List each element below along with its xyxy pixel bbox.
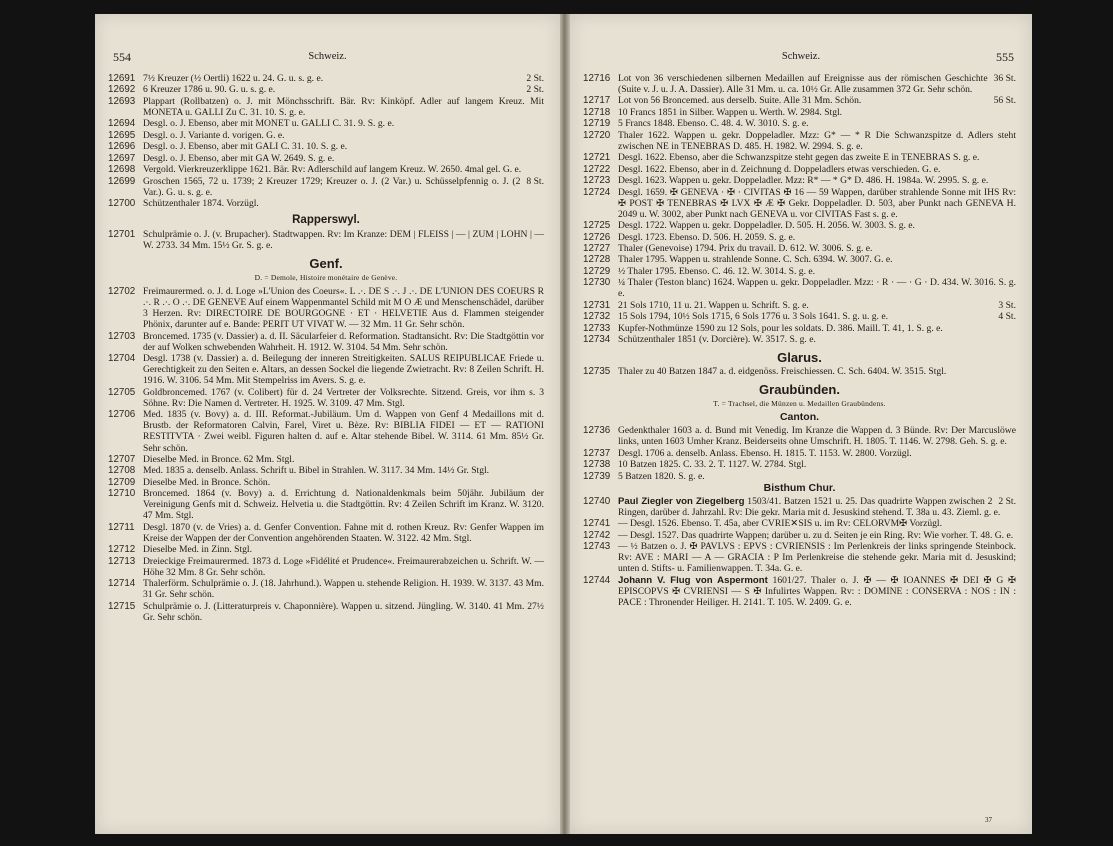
catalog-entry bbox=[108, 544, 544, 555]
lot-number: 12700 bbox=[108, 198, 136, 210]
entry-text bbox=[618, 541, 1016, 574]
lot-number: 12698 bbox=[108, 164, 136, 176]
lot-number: 12729 bbox=[583, 265, 611, 277]
entry-text bbox=[143, 454, 544, 465]
entry-text bbox=[143, 409, 544, 453]
entry-description: Thaler 1795. Wappen u. strahlende Sonne. C. Sch. 6394. W. 3007. G. e. bbox=[618, 254, 893, 266]
entry-text bbox=[143, 84, 544, 95]
entry-text bbox=[618, 95, 1016, 106]
entry-description: Desgl. 1723. Ebenso. D. 506. H. 2059. S. g. e. bbox=[618, 231, 796, 243]
entry-text bbox=[618, 73, 1016, 95]
entry-description: Lot von 56 Broncemed. aus derselb. Suite. Alle 31 Mm. Schön. bbox=[618, 95, 862, 107]
lot-number: 12716 bbox=[583, 73, 611, 84]
entry-description: Desgl. 1659. ✠ GENEVA · ✠ · CIVITAS ✠ 16 — 59 Wappen, darüber strahlende Sonne mit IHS Rv: ✠ POST ✠ TENEBRAS ✠ LVX ✠ Æ ✠ Gekr. Doppeladler. D. 503, aber Punkt nach GENEVA H. 2049 u. W. 3002, aber Punkt nach GENEVA u. vor CIVITAS Fast s. g. e. bbox=[618, 186, 1016, 220]
lot-number: 12727 bbox=[583, 243, 611, 254]
entry-description: 1601/27. Thaler o. J. ✠ — ✠ IOANNES ✠ DEI ✠ G ✠ EPISCOPVS ✠ CVRIENSI — S ✠ Infulirtes Wappen. Rv: : DOMINE : CONSERVA : NOS : IN : PACE : Thronender Heiliger. H. 2141. T. 105. W. 2409. G. e. bbox=[618, 574, 1017, 608]
entry-description: 7½ Kreuzer (½ Oertli) 1622 u. 24. G. u. s. g. e. bbox=[143, 73, 324, 84]
entry-text bbox=[143, 164, 544, 175]
catalog-entry bbox=[108, 409, 544, 453]
entry-quantity: 2 St. bbox=[526, 73, 544, 84]
catalog-entry bbox=[108, 84, 544, 95]
left-page-number: 554 bbox=[113, 50, 131, 64]
book-gutter bbox=[560, 14, 570, 834]
entry-text bbox=[618, 300, 1016, 311]
entry-text bbox=[143, 331, 544, 353]
catalog-entry bbox=[583, 164, 1016, 175]
entry-text bbox=[143, 353, 544, 386]
entry-text bbox=[618, 175, 1016, 186]
lot-number: 12701 bbox=[108, 229, 136, 241]
catalog-entry bbox=[583, 425, 1016, 447]
entry-text bbox=[618, 232, 1016, 243]
ruler-name: Paul Ziegler von Ziegelberg bbox=[618, 495, 745, 507]
entry-description: Kupfer-Nothmünze 1590 zu 12 Sols, pour les soldats. D. 386. Maill. T. 41, 1. S. g. e. bbox=[618, 322, 943, 334]
entry-text bbox=[618, 266, 1016, 277]
lot-number: 12711 bbox=[108, 521, 135, 533]
lot-number: 12740 bbox=[583, 495, 611, 507]
entry-text bbox=[143, 96, 544, 118]
catalog-entry bbox=[108, 153, 544, 164]
left-header bbox=[113, 50, 542, 68]
lot-number: 12734 bbox=[583, 334, 611, 346]
lot-number: 12702 bbox=[108, 286, 136, 298]
entry-text bbox=[143, 130, 544, 141]
entry-text bbox=[618, 530, 1016, 541]
section-heading: Genf. bbox=[309, 256, 343, 272]
lot-number: 12697 bbox=[108, 152, 136, 164]
lot-number: 12732 bbox=[583, 311, 611, 323]
entry-text bbox=[618, 187, 1016, 220]
lot-number: 12705 bbox=[108, 386, 136, 398]
lot-number: 12723 bbox=[583, 175, 611, 187]
entry-description: Schützenthaler 1851 (v. Dorcière). W. 3517. S. g. e. bbox=[618, 334, 816, 346]
lot-number: 12739 bbox=[583, 470, 611, 482]
entry-text bbox=[143, 522, 544, 544]
catalog-entry bbox=[108, 488, 544, 521]
catalog-entry bbox=[583, 366, 1016, 377]
entry-text bbox=[618, 425, 1016, 447]
entry-text bbox=[618, 459, 1016, 470]
entry-quantity: 4 St. bbox=[998, 311, 1016, 323]
entry-description: Desgl. 1706 a. denselb. Anlass. Ebenso. H. 1815. T. 1153. W. 2800. Vorzügl. bbox=[618, 447, 912, 459]
catalog-entry bbox=[583, 334, 1016, 345]
catalog-entry bbox=[108, 578, 544, 600]
lot-number: 12721 bbox=[583, 152, 611, 164]
entry-text bbox=[618, 243, 1016, 254]
entry-text bbox=[618, 152, 1016, 163]
lot-number: 12720 bbox=[583, 129, 611, 141]
entry-description: Lot von 36 verschiedenen silbernen Medaillen auf Ereignisse aus der römischen Geschichte (Suite v. J. u. J. A. Dassier). Alle 31 Mm. u. ca. 10½ Gr. Alle zusammen 372 Gr. Sehr schön. bbox=[618, 73, 988, 96]
entry-description: Dieselbe Med. in Bronce. Schön. bbox=[143, 476, 271, 488]
entry-description: Med. 1835 (v. Bovy) a. d. III. Reformat.-Jubiläum. Um d. Wappen von Genf 4 Medaillons mit d. Brustb. der Reformatoren Calvin, Farel, Viret u. Bèze. Rv: BIBLIA FIDEI — ET — RATIONI RESTITVTA · Zwei weibl. Figuren halten d. auf e. Altar stehende Bibel. W. 3114. 61 Mm. 85½ Gr. Sehr schön. bbox=[143, 409, 544, 454]
lot-number: 12728 bbox=[583, 254, 611, 266]
entry-text bbox=[143, 229, 544, 251]
lot-number: 12743 bbox=[583, 541, 611, 553]
catalog-entry bbox=[583, 266, 1016, 277]
entry-quantity: 2 St. bbox=[998, 495, 1016, 507]
entry-description: Goldbroncemed. 1767 (v. Colibert) für d. 24 Vertreter der Volksrechte. Sitzend. Greis, vor ihm s. 3 Söhne. Rv: Die Namen d. Vertreter. H. 1925. W. 3109. 47 Mm. Stgl. bbox=[143, 386, 544, 409]
lot-number: 12715 bbox=[108, 600, 136, 612]
entry-description: Desgl. 1722. Wappen u. gekr. Doppeladler. D. 505. H. 2056. W. 3003. S. g. e. bbox=[618, 220, 915, 232]
entry-quantity: 8 St. bbox=[526, 175, 544, 187]
catalog-entry bbox=[583, 130, 1016, 152]
catalog-entry bbox=[583, 459, 1016, 470]
catalog-entry bbox=[583, 152, 1016, 163]
lot-number: 12738 bbox=[583, 459, 611, 471]
entry-description: Desgl. o. J. Variante d. vorigen. G. e. bbox=[143, 129, 285, 141]
entry-description: Desgl. 1622. Ebenso, aber in d. Zeichnung d. Doppeladlers etwas verschieden. G. e. bbox=[618, 163, 941, 175]
entry-description: Desgl. 1622. Ebenso, aber die Schwanzspitze steht gegen das zweite E in TENEBRAS S. g. e. bbox=[618, 152, 980, 164]
lot-number: 12706 bbox=[108, 409, 136, 421]
catalog-entry bbox=[108, 164, 544, 175]
catalog-entry bbox=[108, 141, 544, 152]
catalog-entry bbox=[583, 232, 1016, 243]
lot-number: 12744 bbox=[583, 574, 611, 586]
entry-text bbox=[143, 578, 544, 600]
lot-number: 12735 bbox=[583, 366, 611, 378]
lot-number: 12736 bbox=[583, 425, 611, 437]
entry-description: — ½ Batzen o. J. ✠ PAVLVS : EPVS : CVRIENSIS : Im Perlenkreis der links springende Steinbock. Rv: AVE : MARI — A — GRACIA : P Im Perlenkreise die stehende gekr. Maria mit d. Jesuskind; unten d. Stifts- u. Familienwappen. T. 34a. G. e. bbox=[618, 541, 1016, 575]
catalog-entry bbox=[583, 187, 1016, 220]
entry-description: Med. 1835 a. denselb. Anlass. Schrift u. Bibel in Strahlen. W. 3117. 34 Mm. 14½ Gr. Stgl. bbox=[143, 465, 490, 477]
entry-text bbox=[143, 477, 544, 488]
entry-quantity: 3 St. bbox=[998, 299, 1016, 311]
entry-text bbox=[143, 176, 544, 198]
lot-number: 12696 bbox=[108, 141, 136, 153]
entry-text bbox=[143, 141, 544, 152]
entry-description: Plappart (Rollbatzen) o. J. mit Mönchsschrift. Bär. Rv: Kinköpf. Adler auf langem Kreuz. Mit MONETA u. GALLI Zu C. 31. 10. S. g. e. bbox=[143, 95, 544, 118]
catalog-entry bbox=[108, 387, 544, 409]
catalog-entry bbox=[583, 300, 1016, 311]
entry-description: 6 Kreuzer 1786 u. 90. G. u. s. g. e. bbox=[143, 84, 276, 96]
entry-quantity: 56 St. bbox=[993, 95, 1016, 107]
catalog-entry bbox=[108, 454, 544, 465]
entry-description: 10 Batzen 1825. C. 33. 2. T. 1127. W. 2784. Stgl. bbox=[618, 459, 807, 471]
entry-description: 15 Sols 1794, 10½ Sols 1715, 6 Sols 1776 u. 3 Sols 1641. S. g. u. g. e. bbox=[618, 311, 888, 323]
entry-text bbox=[143, 73, 544, 84]
entry-description: Groschen 1565, 72 u. 1739; 2 Kreuzer 1729; Kreuzer o. J. (2 Var.) u. Schüsselpfennig o. J. (2 Var.). G. u. s. g. e. bbox=[143, 175, 521, 198]
entry-text bbox=[618, 311, 1016, 322]
subsection-heading: Bisthum Chur. bbox=[763, 481, 836, 494]
lot-number: 12710 bbox=[108, 488, 136, 500]
catalog-entry bbox=[583, 277, 1016, 299]
catalog-entry bbox=[583, 118, 1016, 129]
lot-number: 12699 bbox=[108, 175, 136, 187]
entry-description: Thalerförm. Schulprämie o. J. (18. Jahrhund.). Wappen u. stehende Religion. H. 1939. W. 3137. 43 Mm. 31 Gr. Sehr schön. bbox=[143, 578, 544, 601]
entry-text bbox=[618, 107, 1016, 118]
catalog-entry bbox=[583, 448, 1016, 459]
catalog-entry bbox=[108, 229, 544, 251]
entry-description: Thaler zu 40 Batzen 1847 a. d. eidgenöss. Freischiessen. C. Sch. 6404. W. 3515. Stgl. bbox=[618, 366, 947, 378]
catalog-entry bbox=[583, 518, 1016, 529]
entry-description: Broncemed. 1864 (v. Bovy) a. d. Errichtung d. Nationaldenkmals beim 50jähr. Jubiläum der Vereinigung Genfs mit d. Schweiz. Helvetia u. die Stadtgöttin. Rv: 4 Zeilen Schrift im Kranz. W. 3120. 47 Mm. Stgl. bbox=[143, 488, 544, 522]
catalog-entry bbox=[583, 323, 1016, 334]
lot-number: 12704 bbox=[108, 353, 136, 365]
entry-description: 1503/41. Batzen 1521 u. 25. Das quadrirte Wappen zwischen 2 Ringen, darüber d. Jahrzahl. Rv: Die gekr. Maria mit d. Jesuskind stehend. T. 38a u. 43. Zieml. g. e. bbox=[618, 495, 1001, 518]
catalog-entry bbox=[108, 601, 544, 623]
entry-text bbox=[618, 518, 1016, 529]
entry-description: Dieselbe Med. in Bronce. 62 Mm. Stgl. bbox=[143, 453, 295, 465]
section-note: T. = Trachsel, die Münzen u. Medaillen Graubündens. bbox=[713, 399, 886, 409]
lot-number: 12725 bbox=[583, 220, 611, 232]
lot-number: 12719 bbox=[583, 118, 611, 130]
lot-number: 12713 bbox=[108, 555, 136, 567]
lot-number: 12742 bbox=[583, 529, 611, 541]
entry-quantity: 36 St. bbox=[993, 73, 1016, 84]
lot-number: 12703 bbox=[108, 330, 136, 342]
catalog-entry bbox=[583, 254, 1016, 265]
catalog-entry bbox=[583, 471, 1016, 482]
entry-text bbox=[618, 164, 1016, 175]
lot-number: 12730 bbox=[583, 277, 611, 289]
entry-text bbox=[143, 465, 544, 476]
lot-number: 12724 bbox=[583, 186, 611, 198]
right-page bbox=[570, 14, 1032, 834]
ruler-name: Johann V. Flug von Aspermont bbox=[618, 574, 768, 586]
entry-text bbox=[143, 118, 544, 129]
lot-number: 12726 bbox=[583, 231, 611, 243]
catalog-entry bbox=[108, 556, 544, 578]
entry-description: Freimaurermed. o. J. d. Loge »L'Union des Coeurs«. L .·. DE S .·. J .·. DE L'UNION DES COEURS R .·. R .·. O .·. DE GENEVE Auf einem Wappenmantel Schild mit M O Æ und Menschenschädel, darüber 3 Herzen. Rv: DIRECTOIRE DE BOURGOGNE · ET · HELVETIE Aus d. Flammen steigender Phönix, darunter auf e. Bande: PERIT UT VIVAT W. — 32 Mm. 11 Gr. Sehr schön. bbox=[143, 286, 544, 331]
catalog-entry bbox=[108, 331, 544, 353]
catalog-entry bbox=[108, 465, 544, 476]
catalog-entry bbox=[583, 243, 1016, 254]
entry-description: ½ Thaler 1795. Ebenso. C. 46. 12. W. 3014. S. g. e. bbox=[618, 265, 816, 277]
section-heading: Graubünden. bbox=[759, 382, 840, 398]
section-heading: Glarus. bbox=[777, 350, 822, 366]
catalog-entry bbox=[108, 73, 544, 84]
lot-number: 12717 bbox=[583, 95, 611, 107]
right-body bbox=[583, 73, 1016, 816]
right-page-number: 555 bbox=[996, 50, 1014, 64]
section-heading: Rapperswyl. bbox=[292, 214, 360, 227]
entry-text bbox=[618, 118, 1016, 129]
entry-text bbox=[618, 334, 1016, 345]
lot-number: 12731 bbox=[583, 299, 611, 311]
lot-number: 12691 bbox=[108, 73, 136, 84]
entry-description: — Desgl. 1526. Ebenso. T. 45a, aber CVRIE✕SIS u. im Rv: CELORVM✠ Vorzügl. bbox=[618, 518, 942, 530]
entry-description: 10 Francs 1851 in Silber. Wappen u. Werth. W. 2984. Stgl. bbox=[618, 106, 843, 118]
entry-text bbox=[143, 544, 544, 555]
entry-description: Dreieckige Freimaurermed. 1873 d. Loge »Fidélité et Prudence«. Freimaurerabzeichen u. Schrift. W. — Höhe 32 Mm. 8 Gr. Sehr schön. bbox=[143, 555, 544, 578]
catalog-entry bbox=[108, 198, 544, 209]
lot-number: 12722 bbox=[583, 163, 611, 175]
entry-text bbox=[618, 323, 1016, 334]
catalog-entry bbox=[108, 118, 544, 129]
catalog-entry bbox=[583, 220, 1016, 231]
lot-number: 12712 bbox=[108, 544, 136, 556]
entry-description: Desgl. 1870 (v. de Vries) a. d. Genfer Convention. Fahne mit d. rothen Kreuz. Rv: Genfer Wappen im Kreise der Wappen der der Convention angehörenden Staaten. W. 3122. 42 Mm. Stgl. bbox=[143, 521, 544, 544]
lot-number: 12709 bbox=[108, 476, 136, 488]
entry-text bbox=[618, 448, 1016, 459]
lot-number: 12694 bbox=[108, 118, 136, 130]
entry-text bbox=[618, 471, 1016, 482]
entry-description: Desgl. 1738 (v. Dassier) a. d. Beilegung der inneren Streitigkeiten. SALUS REIPUBLICAE Friede u. Gerechtigkeit zu den Seiten e. Altars, an dessen Sockel die liegende Zwietracht. Rv: 8 Zeilen Schrift. H. 1916. W. 3106. 54 Mm. Mit Stempelriss im Avers. S. g. e. bbox=[143, 353, 544, 387]
catalog-entry bbox=[583, 530, 1016, 541]
entry-text bbox=[143, 556, 544, 578]
catalog-entry bbox=[583, 541, 1016, 574]
entry-description: — Desgl. 1527. Das quadrirte Wappen; darüber u. zu d. Seiten je ein Ring. Rv: Wie vorher. T. 48. G. e. bbox=[618, 529, 1014, 541]
entry-text bbox=[143, 488, 544, 521]
entry-description: Broncemed. 1735 (v. Dassier) a. d. II. Säcularfeier d. Reformation. Stadtansicht. Rv: Die Stadtgöttin vor der auf Wolken schwebenden Wahrheit. H. 1912. W. 3104. 54 Mm. Sehr schön. bbox=[143, 330, 544, 353]
catalog-entry bbox=[583, 107, 1016, 118]
entry-text bbox=[618, 220, 1016, 231]
entry-description: Thaler 1622. Wappen u. gekr. Doppeladler. Mzz: G* — * R Die Schwanzspitze d. Adlers steht zwischen NE in TENEBRAS D. 485. H. 1982. W. 2994. S. g. e. bbox=[618, 129, 1016, 152]
lot-number: 12692 bbox=[108, 84, 136, 96]
signature-mark: 37 bbox=[985, 816, 992, 824]
entry-description: Desgl. o. J. Ebenso, aber mit GALI C. 31. 10. S. g. e. bbox=[143, 141, 348, 153]
entry-description: ¼ Thaler (Teston blanc) 1624. Wappen u. gekr. Doppeladler. Mzz: · R · — · G · D. 434. W. 3016. S. g. e. bbox=[618, 277, 1016, 300]
left-page bbox=[95, 14, 560, 834]
entry-text bbox=[143, 601, 544, 623]
catalog-entry bbox=[583, 311, 1016, 322]
catalog-entry bbox=[108, 477, 544, 488]
entry-quantity: 2 St. bbox=[526, 84, 544, 96]
lot-number: 12733 bbox=[583, 322, 611, 334]
entry-description: Schulprämie o. J. (v. Brupacher). Stadtwappen. Rv: Im Kranze: DEM | FLEISS | — | ZUM | LOHN | — W. 2733. 34 Mm. 15½ Gr. S. g. e. bbox=[143, 229, 544, 252]
left-body bbox=[108, 73, 544, 816]
entry-description: 5 Batzen 1820. S. g. e. bbox=[618, 470, 705, 482]
entry-description: Dieselbe Med. in Zinn. Stgl. bbox=[143, 544, 252, 556]
catalog-entry bbox=[583, 575, 1016, 608]
catalog-entry bbox=[583, 496, 1016, 518]
entry-description: Thaler (Genevoise) 1794. Prix du travail. D. 612. W. 3006. S. g. e. bbox=[618, 243, 873, 254]
entry-description: Desgl. o. J. Ebenso, aber mit GA W. 2649. S. g. e. bbox=[143, 152, 335, 164]
entry-description: 21 Sols 1710, 11 u. 21. Wappen u. Schrift. S. g. e. bbox=[618, 299, 809, 311]
lot-number: 12718 bbox=[583, 106, 611, 118]
entry-text bbox=[618, 130, 1016, 152]
lot-number: 12714 bbox=[108, 578, 136, 590]
catalog-entry bbox=[583, 95, 1016, 106]
entry-text bbox=[618, 496, 1016, 518]
catalog-entry bbox=[108, 286, 544, 330]
entry-text bbox=[618, 277, 1016, 299]
lot-number: 12695 bbox=[108, 129, 136, 141]
entry-text bbox=[143, 286, 544, 330]
section-note: D. = Demole, Histoire monétaire de Genève. bbox=[254, 273, 398, 283]
entry-description: Gedenkthaler 1603 a. d. Bund mit Venedig. Im Kranze die Wappen d. 3 Bünde. Rv: Der Marcuslöwe links, unten 1603 Umher Kranz. Beiderseits ohne Umschrift. H. 1805. T. 1146. W. 2798. Geh. S. g. e. bbox=[618, 425, 1016, 448]
entry-description: Schulprämie o. J. (Litteraturpreis v. Chaponnière). Wappen u. sitzend. Jüngling. W. 3140. 41 Mm. 27½ Gr. Sehr schön. bbox=[143, 600, 544, 623]
entry-description: Schützenthaler 1874. Vorzügl. bbox=[143, 198, 259, 210]
entry-description: Desgl. 1623. Wappen u. gekr. Doppeladler. Mzz: R* — * G* D. 486. H. 1984a. W. 2995. S. g. e. bbox=[618, 175, 989, 187]
entry-text bbox=[618, 366, 1016, 377]
entry-text bbox=[143, 198, 544, 209]
catalog-entry bbox=[108, 353, 544, 386]
entry-text bbox=[618, 575, 1016, 608]
lot-number: 12737 bbox=[583, 447, 611, 459]
catalog-entry bbox=[108, 130, 544, 141]
subsection-heading: Canton. bbox=[779, 411, 820, 424]
catalog-entry bbox=[108, 96, 544, 118]
entry-text bbox=[143, 387, 544, 409]
catalog-entry bbox=[108, 522, 544, 544]
lot-number: 12708 bbox=[108, 465, 136, 477]
lot-number: 12693 bbox=[108, 95, 136, 107]
lot-number: 12707 bbox=[108, 453, 136, 465]
entry-description: Desgl. o. J. Ebenso, aber mit MONET u. GALLI C. 31. 9. S. g. e. bbox=[143, 118, 395, 130]
entry-description: 5 Francs 1848. Ebenso. C. 48. 4. W. 3010. S. g. e. bbox=[618, 118, 809, 130]
entry-text bbox=[618, 254, 1016, 265]
right-running-head: Schweiz. bbox=[781, 51, 821, 62]
lot-number: 12741 bbox=[583, 518, 611, 530]
entry-text bbox=[143, 153, 544, 164]
catalog-entry bbox=[583, 175, 1016, 186]
left-running-head: Schweiz. bbox=[308, 51, 347, 62]
entry-description: Vergold. Vierkreuzerklippe 1621. Bär. Rv: Adlerschild auf langem Kreuz. W. 2650. 4mal gel. G. e. bbox=[143, 164, 522, 176]
catalog-entry bbox=[583, 73, 1016, 95]
catalog-entry bbox=[108, 176, 544, 198]
right-header bbox=[588, 50, 1014, 68]
